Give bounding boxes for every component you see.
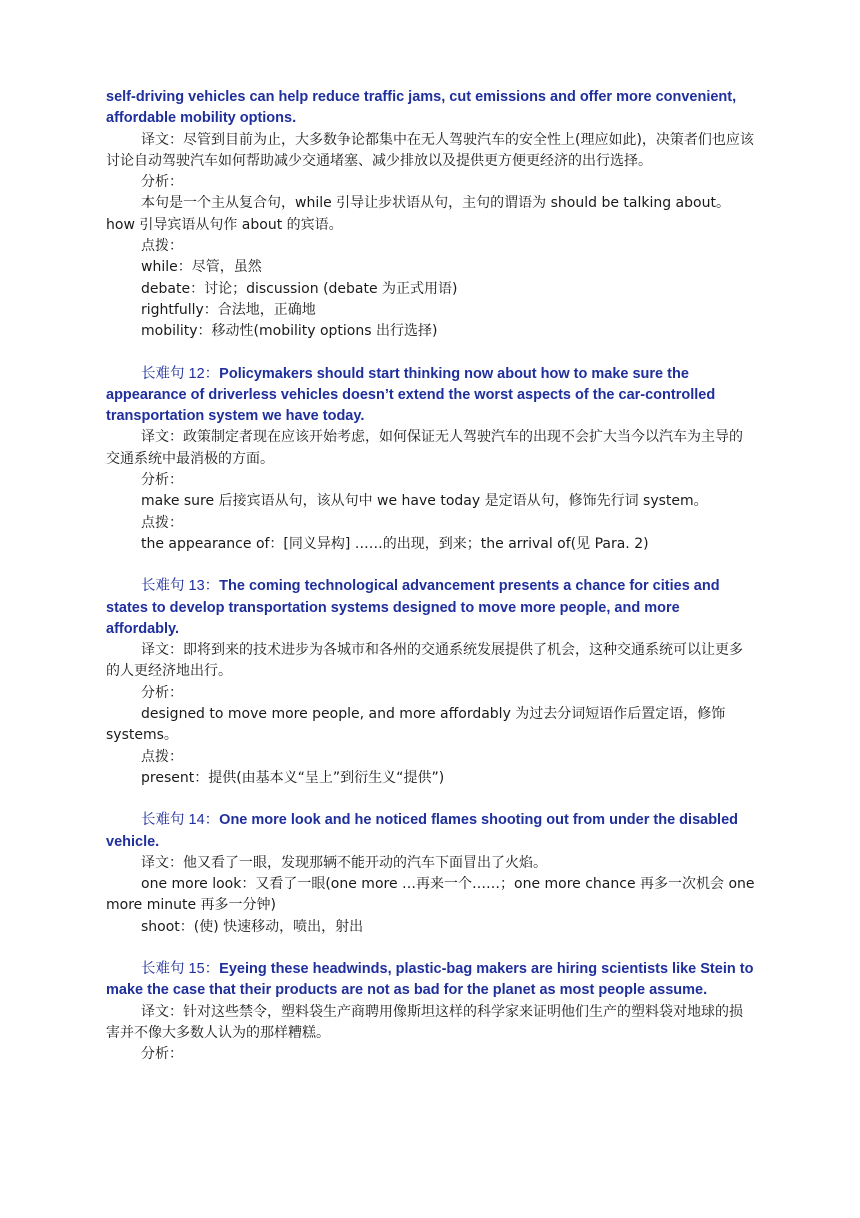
sentence-english: One more look and he noticed flames shooting out from under the disabled vehicle. [106,812,738,850]
note-item: while：尽管，虽然 [141,259,262,276]
sentence-english: The coming technological advancement presents a chance for cities and states to develop transportation systems designed to move more people, and more affordably. [106,578,720,637]
sentence-english: Eyeing these headwinds, plastic-bag makers are hiring scientists like Stein to make the case that their products are not as bad for the planet as most people assume. [106,960,754,999]
notes-label: 点拨： [141,238,183,255]
translation: 译文：他又看了一眼，发现那辆不能开动的汽车下面冒出了火焰。 [141,854,547,871]
analysis-label: 分析： [141,684,183,701]
translation: 译文：尽管到目前为止，大多数争论都集中在无人驾驶汽车的安全性上(理应如此)，决策者们也应该讨论自动驾驶汽车如何帮助减少交通堵塞、减少排放以及提供更方便更经济的出行选择。 [106,131,754,169]
sentence-12 [106,364,756,428]
document-content [106,87,756,1065]
analysis-text: make sure 后接宾语从句，该从句中 we have today 是定语从句，修饰先行词 system。 [141,493,708,510]
note-item: the appearance of：[同义异构] ……的出现，到来；the arrival of(见 Para. 2) [141,535,649,552]
note-item: shoot：(使) 快速移动，喷出，射出 [141,918,364,935]
analysis-text: designed to move more people, and more affordably 为过去分词短语作后置定语，修饰 systems。 [106,706,726,744]
translation: 译文：针对这些禁令，塑料袋生产商聘用像斯坦这样的科学家来证明他们生产的塑料袋对地球的损害并不像大多数人认为的那样糟糕。 [106,1003,743,1041]
notes-label: 点拨： [141,514,183,531]
notes-label: 点拨： [141,748,183,765]
analysis-label: 分析： [141,1046,183,1063]
sentence-english: self-driving vehicles can help reduce traffic jams, cut emissions and offer more convenient, affordable mobility options. [106,89,737,127]
note-item: present：提供(由基本义“呈上”到衍生义“提供”) [141,769,445,786]
sentence-tag: 长难句 12： [141,365,220,382]
note-item: debate：讨论；discussion (debate 为正式用语) [141,280,458,297]
note-item: rightfully：合法地，正确地 [141,301,316,318]
sentence-tag: 长难句 14： [141,812,220,829]
note-item: one more look：又看了一眼(one more …再来一个……；one more chance 再多一次机会 one more minute 再多一分钟) [106,876,755,914]
translation: 译文：即将到来的技术进步为各城市和各州的交通系统发展提供了机会，这种交通系统可以让更多的人更经济地出行。 [106,642,743,680]
translation: 译文：政策制定者现在应该开始考虑，如何保证无人驾驶汽车的出现不会扩大当今以汽车为主导的交通系统中最消极的方面。 [106,429,743,467]
sentence-14 [106,810,756,853]
sentence-tag: 长难句 15： [141,960,220,977]
analysis-label: 分析： [141,174,183,191]
sentence-15 [106,959,756,1002]
sentence-tag: 长难句 13： [141,578,220,595]
analysis-text: 本句是一个主从复合句，while 引导让步状语从句，主句的谓语为 should be talking about。how 引导宾语从句作 about 的宾语。 [106,195,730,233]
note-item: mobility：移动性(mobility options 出行选择) [141,323,438,340]
sentence-english: Policymakers should start thinking now about how to make sure the appearance of driverless vehicles doesn’t extend the worst aspects of the car-controlled transportation system we have today. [106,365,716,425]
analysis-label: 分析： [141,472,183,489]
sentence-13 [106,576,756,640]
